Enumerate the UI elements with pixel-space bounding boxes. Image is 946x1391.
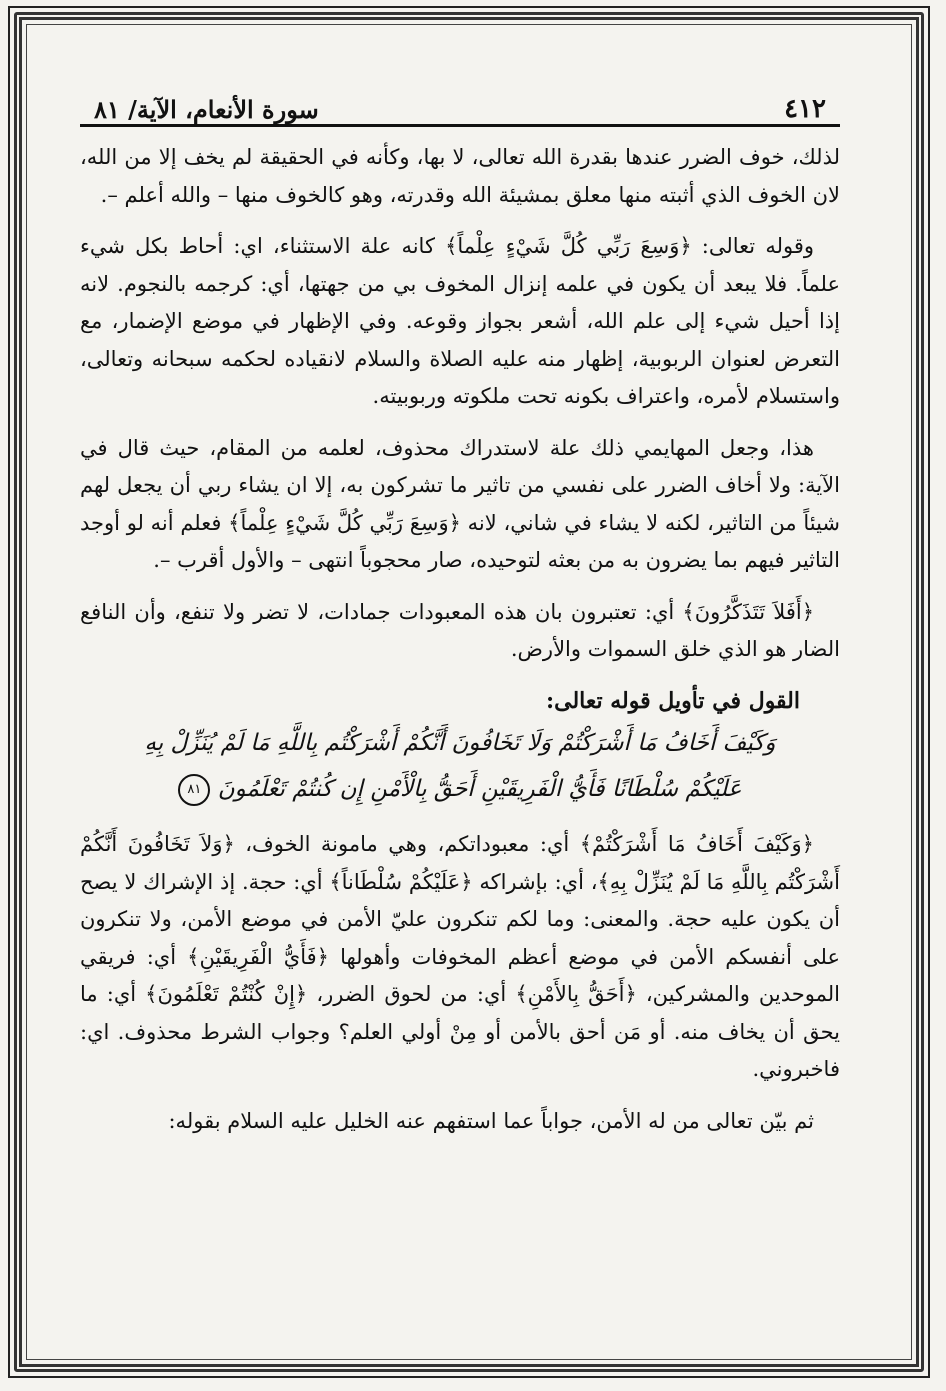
paragraph-4: ﴿أَفَلاَ تَتَذَكَّرُونَ﴾ أي: تعتبرون بان هذه المعبودات جمادات، لا تضر ولا تنفع، وأن النافع الضار هو الذي خلق السموات والأرض. (80, 599, 840, 661)
book-page (80, 78, 840, 1338)
page-number: ٤١٢ (784, 94, 826, 124)
paragraph-1: لذلك، خوف الضرر عندها بقدرة الله تعالى، لا بها، وكأنه في الحقيقة لم يخف إلا من الله، لان الخوف الذي أثبته منها معلق بمشيئة الله وقدرته، وهو كالخوف منها – والله أعلم –. (80, 145, 840, 207)
paragraph-6: ثم بيّن تعالى من له الأمن، جواباً عما استفهم عنه الخليل عليه السلام بقوله: (168, 1108, 814, 1133)
ayah-number-marker: ٨١ (178, 774, 210, 806)
paragraph-3: هذا، وجعل المهايمي ذلك علة لاستدراك محذوف، لعلمه من المقام، حيث قال في الآية: ولا أخاف الضرر على نفسي من تاثير ما تشركون به، إلا ان يشاء ربي أن يجعل لهم شيئاً من التاثير، لكنه لا يشاء في شاني، لانه ﴿وَسِعَ رَبِّي كُلَّ شَيْءٍ عِلْماً﴾ فعلم أنه لو أوجد التاثير فيهم بما يضرون به من بعثه لتوحيده، صار محجوباً انتهى – والأول أقرب –. (80, 435, 840, 572)
verse-line-2-text: عَلَيْكُمْ سُلْطَانًا فَأَيُّ الْفَرِيقَيْنِ أَحَقُّ بِالْأَمْنِ إِن كُنتُمْ تَعْلَمُونَ (217, 776, 742, 802)
paragraph-2: وقوله تعالى: ﴿وَسِعَ رَبِّي كُلَّ شَيْءٍ عِلْماً﴾ كانه علة الاستثناء، اي: أحاط بكل شيء علماً. فلا يبعد أن يكون في علمه إنزال المخوف بي من جهتها، أي: كرجمه بالنجوم. لانه إذا أحيل شيء إلى علم الله، أشعر بجواز وقوعه. وفي الإظهار في موضع الإضمار، مع التعرض لعنوان الربوبية، إظهار منه عليه الصلاة والسلام لانقياده لحكمه سبحانه وتعالى، واستسلام لأمره، واعتراف بكونه تحت ملكوته وربوبيته. (80, 234, 840, 408)
paragraph-5: ﴿وَكَيْفَ أَخَافُ مَا أَشْرَكْتُمْ﴾ أي: معبوداتكم، وهي مامونة الخوف، ﴿وَلاَ تَخَافُونَ أَنَّكُمْ أَشْرَكْتُم بِاللَّهِ مَا لَمْ يُنَزِّلْ بِهِ﴾، أي: بإشراكه ﴿عَلَيْكُمْ سُلْطَاناً﴾ أي: حجة. إذ الإشراك لا يصح أن يكون عليه حجة. والمعنى: وما لكم تنكرون عليّ الأمن في موضع الأمن، ولا تنكرون على أنفسكم الأمن في موضع أعظم المخوفات وأهولها ﴿فَأَيُّ الْفَرِيقَيْنِ﴾ أي: فريقي الموحدين والمشركين، ﴿أَحَقُّ بِالأَمْنِ﴾ أي: من لحوق الضرر، ﴿إِنْ كُنْتُمْ تَعْلَمُونَ﴾ أي: ما يحق أن يخاف منه. أو مَن أحق بالأمن أو مِنْ أولي العلم؟ وجواب الشرط محذوف. اي: فاخبروني. (80, 832, 840, 1081)
page-content (80, 127, 840, 1140)
section-heading: القول في تأويل قوله تعالى: (546, 687, 800, 714)
surah-title: سورة الأنعام، الآية/ ٨١ (94, 95, 319, 124)
verse-line-1: وَكَيْفَ أَخَافُ مَا أَشْرَكْتُمْ وَلَا تَخَافُونَ أَنَّكُمْ أَشْرَكْتُم بِاللَّهِ مَا لَمْ يُنَزِّلْ بِهِ (144, 730, 776, 756)
page-header (80, 78, 840, 127)
verse-line-2 (80, 766, 840, 812)
